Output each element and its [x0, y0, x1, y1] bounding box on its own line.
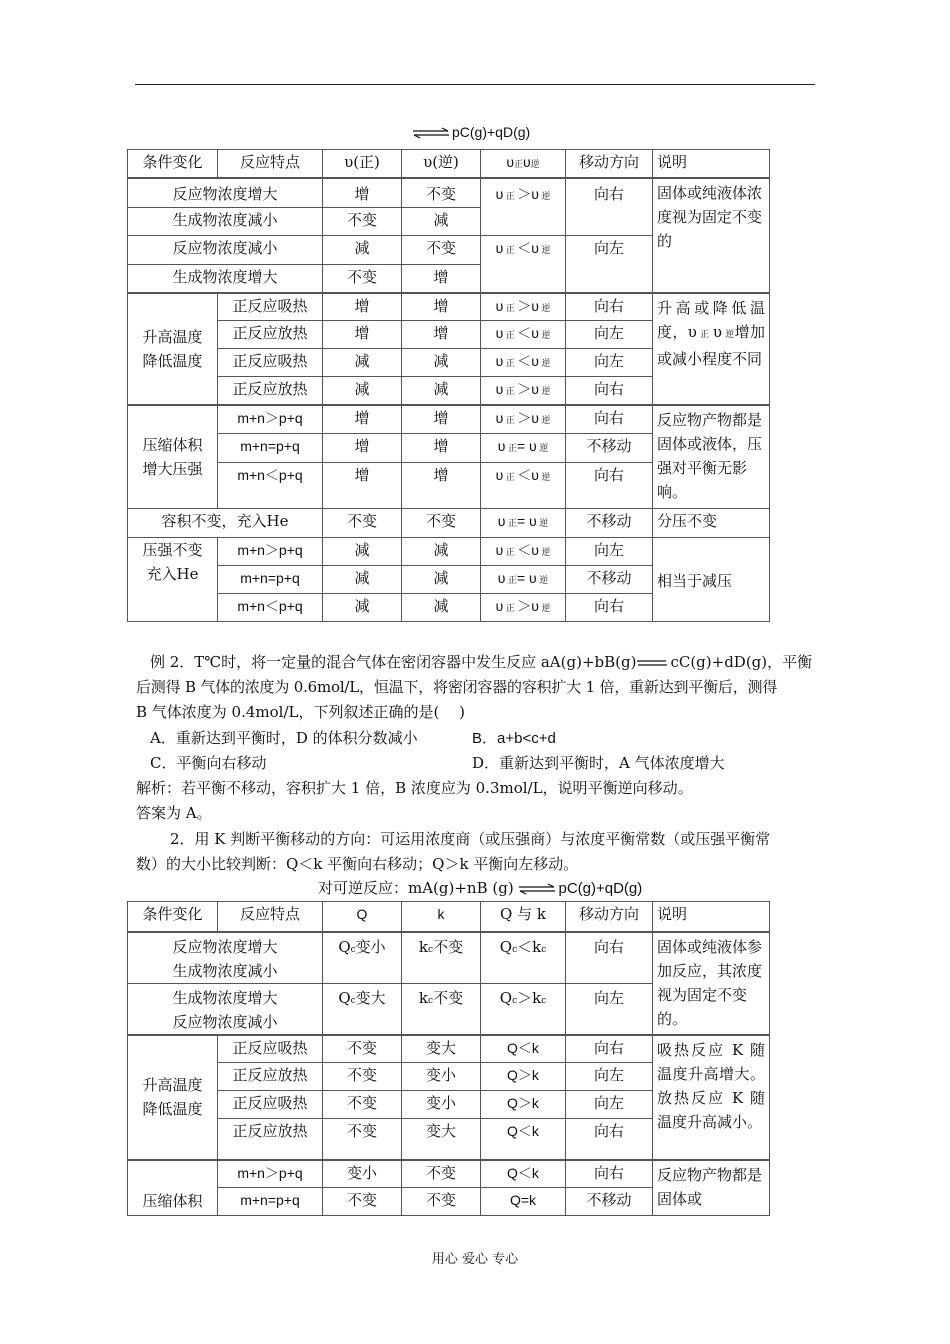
- v-reverse-cell: 不变: [402, 509, 481, 538]
- direction-cell: 向左: [566, 538, 653, 566]
- note-cell: 反应物产物都是固体或: [653, 1160, 770, 1216]
- option-b: B．a+b<c+d: [472, 730, 556, 747]
- v-forward-cell: 增: [323, 405, 402, 434]
- compare-cell: Q＜k: [481, 1035, 566, 1063]
- q-cell: 不变: [323, 1188, 402, 1216]
- header-condition: 条件变化: [128, 150, 218, 178]
- header-condition: 条件变化: [128, 902, 218, 932]
- compare-cell: υ 正= υ 逆: [481, 434, 566, 463]
- q-cell: 不变: [323, 1035, 402, 1063]
- option-d: D．重新达到平衡时，A 气体浓度增大: [472, 754, 725, 772]
- v-forward-cell: 减: [323, 538, 402, 566]
- header-feature: 反应特点: [218, 902, 323, 932]
- direction-cell: 向左: [566, 1091, 653, 1119]
- direction-cell: 向右: [566, 594, 653, 622]
- table-rate-change: [127, 149, 770, 622]
- header-v-reverse: υ(逆): [402, 150, 481, 178]
- v-reverse-cell: 增: [402, 405, 481, 434]
- condition-cell: 反应物浓度增大: [128, 178, 323, 208]
- section2-paragraph: [136, 827, 816, 877]
- feature-cell: 正反应吸热: [218, 349, 323, 377]
- k-cell: 不变: [402, 1188, 481, 1216]
- equation-products: pC(g)+qD(g): [452, 124, 531, 140]
- direction-cell: 向左: [566, 1063, 653, 1091]
- k-cell: kc不变: [402, 932, 481, 984]
- feature-cell: m+n=p+q: [218, 566, 323, 594]
- direction-cell: 向右: [566, 405, 653, 434]
- header-rule: [135, 84, 815, 85]
- direction-cell: 不移动: [566, 566, 653, 594]
- v-forward-cell: 减: [323, 594, 402, 622]
- q-cell: Qc变大: [323, 983, 402, 1035]
- v-forward-cell: 增: [323, 321, 402, 349]
- option-a: A．重新达到平衡时，D 的体积分数减小: [150, 729, 418, 747]
- table-row: [128, 293, 770, 321]
- v-reverse-cell: 减: [402, 594, 481, 622]
- v-forward-cell: 增: [323, 434, 402, 463]
- k-cell: 变大: [402, 1035, 481, 1063]
- equilibrium-arrows-icon: [518, 883, 556, 895]
- header-v-forward: υ(正): [323, 150, 402, 178]
- reaction-equation-2: 对可逆反应：mA(g)+nB (g) pC(g)+qD(g): [318, 879, 643, 897]
- header-q: Q: [323, 902, 402, 932]
- v-forward-cell: 减: [323, 377, 402, 405]
- feature-cell: m+n＞p+q: [218, 1160, 323, 1188]
- note-cell: 分压不变: [653, 509, 770, 538]
- header-q-vs-k: Q 与 k: [481, 902, 566, 932]
- compare-cell: Q＜k: [481, 1160, 566, 1188]
- header-k: k: [402, 902, 481, 932]
- example-line-3: B 气体浓度为 0.4mol/L，下列叙述正确的是( ): [136, 703, 465, 721]
- temp-condition-cell: 升高温度 降低温度: [128, 1035, 218, 1160]
- k-cell: 不变: [402, 1160, 481, 1188]
- header-note: 说明: [653, 150, 770, 178]
- condition-cell: 生成物浓度减小: [128, 208, 323, 236]
- feature-cell: m+n＞p+q: [218, 405, 323, 434]
- q-cell: Qc变小: [323, 932, 402, 984]
- header-feature: 反应特点: [218, 150, 323, 178]
- v-forward-cell: 不变: [323, 208, 402, 236]
- option-c: C．平衡向右移动: [150, 754, 267, 772]
- k-cell: 变小: [402, 1063, 481, 1091]
- direction-cell: 向右: [566, 377, 653, 405]
- condition-cell: 生成物浓度增大 反应物浓度减小: [128, 983, 323, 1035]
- compare-cell: Q＞k: [481, 1091, 566, 1119]
- direction-cell: 向左: [566, 983, 653, 1035]
- compare-cell: υ 正 ＜υ 逆: [481, 463, 566, 509]
- v-reverse-cell: 增: [402, 265, 481, 293]
- example-paragraph: [136, 650, 816, 725]
- direction-cell: 向右: [566, 932, 653, 984]
- note-cell: 吸热反应 K 随温度升高增大。放热反应 K 随温度升高减小。: [653, 1035, 770, 1160]
- table-header-row: [128, 902, 770, 932]
- condition-cell: 反应物浓度增大 生成物浓度减小: [128, 932, 323, 984]
- q-cell: 变小: [323, 1160, 402, 1188]
- table-row: [128, 1035, 770, 1063]
- feature-cell: m+n=p+q: [218, 1188, 323, 1216]
- example-line-2: 后测得 B 气体的浓度为 0.6mol/L，恒温下，将密闭容器的容积扩大 1 倍，重新达到平衡后，测得: [136, 678, 778, 696]
- compare-cell: υ 正= υ 逆: [481, 509, 566, 538]
- q-cell: 不变: [323, 1091, 402, 1119]
- v-reverse-cell: 增: [402, 434, 481, 463]
- v-reverse-cell: 增: [402, 463, 481, 509]
- compare-cell: Q＞k: [481, 1063, 566, 1091]
- feature-cell: 正反应吸热: [218, 1035, 323, 1063]
- v-forward-cell: 减: [323, 236, 402, 265]
- equilibrium-arrows-icon: [636, 658, 668, 668]
- table-q-k: [127, 901, 770, 1216]
- v-reverse-cell: 减: [402, 566, 481, 594]
- compare-cell: υ 正 ＞υ 逆: [481, 178, 566, 236]
- v-reverse-cell: 减: [402, 349, 481, 377]
- direction-cell: 向左: [566, 236, 653, 293]
- direction-cell: 向右: [566, 1160, 653, 1188]
- table-row: [128, 932, 770, 984]
- direction-cell: 向左: [566, 349, 653, 377]
- compare-cell: Q＜k: [481, 1119, 566, 1160]
- table-row: [128, 538, 770, 566]
- feature-cell: 正反应放热: [218, 1063, 323, 1091]
- v-reverse-cell: 不变: [402, 178, 481, 208]
- k-cell: 变大: [402, 1119, 481, 1160]
- k-cell: 变小: [402, 1091, 481, 1119]
- feature-cell: m+n＜p+q: [218, 463, 323, 509]
- condition-cell: 容积不变，充入He: [128, 509, 323, 538]
- press-condition-cell: 压缩体积: [128, 1160, 218, 1216]
- v-reverse-cell: 增: [402, 321, 481, 349]
- press-condition-cell: 压缩体积 增大压强: [128, 405, 218, 509]
- temp-condition-cell: 升高温度 降低温度: [128, 293, 218, 405]
- section2-line-1: 2．用 K 判断平衡移动的方向：可运用浓度商（或压强商）与浓度平衡常数（或压强平衡常: [170, 830, 771, 848]
- note-cell: 反应物产物都是固体或液体，压强对平衡无影响。: [653, 405, 770, 509]
- feature-cell: m+n＞p+q: [218, 538, 323, 566]
- v-reverse-cell: 减: [402, 377, 481, 405]
- compare-cell: υ 正 ＞υ 逆: [481, 293, 566, 321]
- direction-cell: 向左: [566, 321, 653, 349]
- compare-cell: Q=k: [481, 1188, 566, 1216]
- condition-cell: 反应物浓度减小: [128, 236, 323, 265]
- compare-cell: υ 正 ＜υ 逆: [481, 349, 566, 377]
- note-cell: 升高或降低温度，υ 正 υ 逆增加或减小程度不同: [653, 293, 770, 405]
- direction-cell: 不移动: [566, 434, 653, 463]
- header-note: 说明: [653, 902, 770, 932]
- direction-cell: 不移动: [566, 509, 653, 538]
- feature-cell: 正反应放热: [218, 321, 323, 349]
- page-footer: 用心 爱心 专心: [431, 1252, 519, 1267]
- reaction-equation-1: [412, 124, 530, 140]
- note-cell: 相当于减压: [653, 538, 770, 622]
- section2-line-2: 数）的大小比较判断：Q＜k 平衡向右移动；Q＞k 平衡向左移动。: [136, 855, 579, 873]
- compare-cell: υ 正 ＞υ 逆: [481, 594, 566, 622]
- feature-cell: 正反应吸热: [218, 293, 323, 321]
- equilibrium-arrows-icon: [412, 127, 450, 139]
- example-line-1: 例 2．T℃时，将一定量的混合气体在密闭容器中发生反应 aA(g)+bB(g) cC(g)+dD(g)，平衡: [150, 653, 813, 671]
- header-direction: 移动方向: [566, 902, 653, 932]
- compare-cell: υ 正= υ 逆: [481, 566, 566, 594]
- v-forward-cell: 减: [323, 566, 402, 594]
- feature-cell: m+n=p+q: [218, 434, 323, 463]
- compare-cell: Qc＞kc: [481, 983, 566, 1035]
- table-row: [128, 509, 770, 538]
- header-direction: 移动方向: [566, 150, 653, 178]
- direction-cell: 不移动: [566, 1188, 653, 1216]
- feature-cell: 正反应放热: [218, 1119, 323, 1160]
- he2-condition-cell: 压强不变 充入He: [128, 538, 218, 622]
- compare-cell: υ 正 ＜υ 逆: [481, 538, 566, 566]
- compare-cell: υ 正 ＜υ 逆: [481, 321, 566, 349]
- v-reverse-cell: 减: [402, 538, 481, 566]
- compare-cell: υ 正 ＞υ 逆: [481, 377, 566, 405]
- note-cell: 固体或纯液体参加反应，其浓度视为固定不变的。: [653, 932, 770, 1035]
- direction-cell: 向右: [566, 293, 653, 321]
- v-forward-cell: 增: [323, 463, 402, 509]
- feature-cell: 正反应放热: [218, 377, 323, 405]
- q-cell: 不变: [323, 1063, 402, 1091]
- compare-cell: Qc＜kc: [481, 932, 566, 984]
- table-row: [128, 405, 770, 434]
- v-forward-cell: 增: [323, 178, 402, 208]
- feature-cell: m+n＜p+q: [218, 594, 323, 622]
- v-forward-cell: 不变: [323, 265, 402, 293]
- direction-cell: 向右: [566, 1035, 653, 1063]
- condition-cell: 生成物浓度增大: [128, 265, 323, 293]
- v-reverse-cell: 不变: [402, 236, 481, 265]
- v-reverse-cell: 增: [402, 293, 481, 321]
- v-forward-cell: 增: [323, 293, 402, 321]
- table-header-row: [128, 150, 770, 178]
- k-cell: kc不变: [402, 983, 481, 1035]
- table-row: [128, 178, 770, 208]
- compare-cell: υ 正 ＜υ 逆: [481, 236, 566, 293]
- note-cell: 固体或纯液体浓度视为固定不变的: [653, 178, 770, 293]
- v-forward-cell: 减: [323, 349, 402, 377]
- header-v-compare: υ正υ逆: [481, 150, 566, 178]
- feature-cell: 正反应吸热: [218, 1091, 323, 1119]
- direction-cell: 向右: [566, 463, 653, 509]
- compare-cell: υ 正 ＞υ 逆: [481, 405, 566, 434]
- direction-cell: 向右: [566, 1119, 653, 1160]
- v-reverse-cell: 减: [402, 208, 481, 236]
- v-forward-cell: 不变: [323, 509, 402, 538]
- table-row: [128, 1160, 770, 1188]
- analysis-text: 解析：若平衡不移动，容积扩大 1 倍，B 浓度应为 0.3mol/L，说明平衡逆向移动。: [136, 779, 693, 797]
- answer-text: 答案为 A。: [136, 804, 212, 822]
- q-cell: 不变: [323, 1119, 402, 1160]
- direction-cell: 向右: [566, 178, 653, 236]
